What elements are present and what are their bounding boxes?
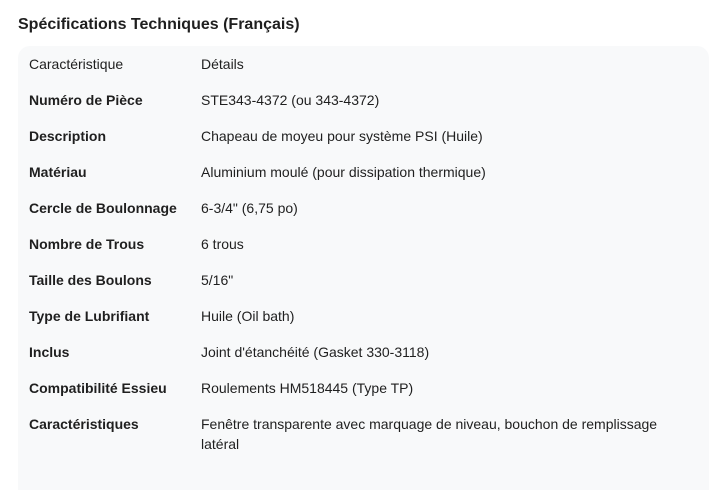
row-key: Numéro de Pièce: [29, 92, 143, 108]
table-row: [18, 298, 709, 334]
row-value: Roulements HM518445 (Type TP): [201, 380, 414, 396]
row-value: Fenêtre transparente avec marquage de niveau, bouchon de remplissage latéral: [201, 416, 658, 452]
row-key: Caractéristiques: [29, 416, 139, 432]
row-value: Joint d'étanchéité (Gasket 330-3118): [201, 344, 430, 360]
spec-table: [18, 46, 709, 462]
row-key: Matériau: [29, 164, 87, 180]
spec-table-card: [18, 46, 709, 490]
table-row: [18, 118, 709, 154]
row-value: Chapeau de moyeu pour système PSI (Huile): [201, 128, 483, 144]
row-key: Cercle de Boulonnage: [29, 200, 177, 216]
row-value: 6 trous: [201, 236, 244, 252]
table-header-row: [18, 46, 709, 82]
table-row: [18, 190, 709, 226]
table-row: [18, 262, 709, 298]
row-value: Huile (Oil bath): [201, 308, 295, 324]
row-value: Aluminium moulé (pour dissipation thermique): [201, 164, 486, 180]
column-header-characteristic: Caractéristique: [29, 56, 124, 72]
column-header-details: Détails: [201, 56, 244, 72]
row-value: 5/16": [201, 272, 234, 288]
table-row: [18, 154, 709, 190]
row-key: Description: [29, 128, 107, 144]
table-row: [18, 334, 709, 370]
table-row: [18, 406, 709, 462]
row-key: Compatibilité Essieu: [29, 380, 167, 396]
row-key: Nombre de Trous: [29, 236, 145, 252]
row-key: Taille des Boulons: [29, 272, 152, 288]
row-value: 6-3/4" (6,75 po): [201, 200, 298, 216]
table-row: [18, 82, 709, 118]
row-key: Inclus: [29, 344, 70, 360]
row-value: STE343-4372 (ou 343-4372): [201, 92, 380, 108]
section-title: Spécifications Techniques (Français): [18, 16, 300, 33]
table-row: [18, 370, 709, 406]
row-key: Type de Lubrifiant: [29, 308, 150, 324]
table-row: [18, 226, 709, 262]
